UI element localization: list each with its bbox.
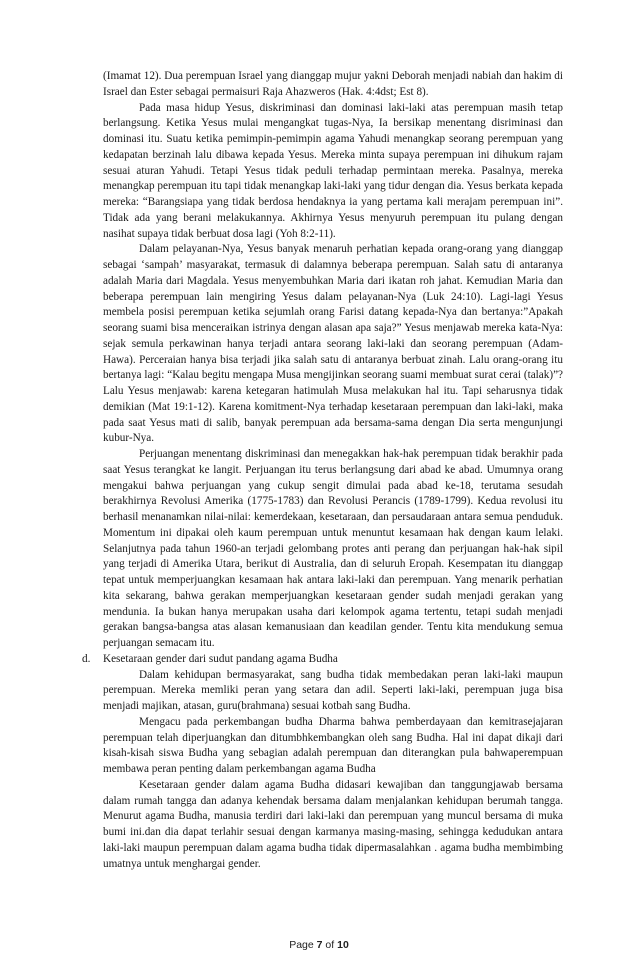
- page-body: [82, 69, 563, 872]
- footer-page-number: 7: [316, 939, 323, 951]
- footer-of-word: of: [325, 939, 335, 951]
- paragraph-pelayanan: Dalam pelayanan-Nya, Yesus banyak menaruh perhatian kepada orang-orang yang dianggap sebagai ‘sampah’ masyarakat, termasuk di dalamnya beberapa perempuan. Salah satu di antaranya adalah Maria dari Magdala. Yesus menyembuhkan Maria dari ikatan roh jahat. Kemudian Maria dan beberapa perempuan lain mengiring Yesus dalam pelayanan-Nya (Luk 24:10). Lagi-lagi Yesus membela posisi perempuan ketika sejumlah orang Farisi datang kepada-Nya dan bertanya:”Apakah seorang suami bisa menceraikan istrinya dengan alasan apa saja?” Yesus menjawab mereka kata-Nya: sejak semula perkawinan hanya terjadi antara seorang laki-laki dan seorang perempuan (Adam-Hawa). Perceraian hanya bisa terjadi jika salah satu di antaranya berbuat zinah. Lalu orang-orang itu bertanya lagi: “Kalau begitu mengapa Musa mengijinkan seorang suami membuat surat cerai (talak)”? Lalu Yesus menjawab: karena ketegaran hatimulah Musa melakukan hal itu. Tapi seharusnya tidak demikian (Mat 19:1-12). Karena komitment-Nya terhadap kesetaraan perempuan dan laki-laki, maka pada saat Yesus mati di salib, banyak perempuan ada bersama-sama dengan Dia serta mengunjungi kubur-Nya.: [103, 243, 563, 445]
- section-d-marker: d.: [82, 652, 91, 665]
- paragraph-perjuangan: Perjuangan menentang diskriminasi dan menegakkan hak-hak perempuan tidak berakhir pada saat Yesus terangkat ke langit. Perjuangan itu terus berlangsung dari abad ke abad. Umumnya orang mengakui bahwa perjuangan yang cukup sengit dimulai pada abad ke-18, terutama sesudah berakhirnya Revolusi Amerika (1775-1783) dan Revolusi Perancis (1789-1799). Kedua revolusi itu berhasil menanamkan nilai-nilai: kemerdekaan, kesetaraan, dan persaudaraan antara semua penduduk. Momentum ini dipakai oleh kaum perempuan untuk menuntut kesamaan hak dengan kaum lelaki. Selanjutnya pada tahun 1960-an terjadi gelombang protes anti perang dan perjuangan hak-hak sipil yang terjadi di Amerika Utara, berikut di Australia, dan di seluruh Eropah. Kesempatan itu dianggap tepat untuk memperjuangkan kesamaan hak antara laki-laki dan perempuan. Yang menarik perhatian kita sekarang, bahwa gerakan memperjuangkan kesetaraan gender sudah menjadi gerakan yang mendunia. Ia bukan hanya merupakan usaha dari kelompok agama tertentu, tetapi sudah menjadi gerakan bangsa-bangsa atas alasan kemanusiaan dan keadilan gender. Tentu kita mendukung semua perjuangan semacam itu.: [103, 448, 563, 649]
- paragraph-yesus-diskriminasi: Pada masa hidup Yesus, diskriminasi dan dominasi laki-laki atas perempuan masih tetap berlangsung. Ketika Yesus mulai mengangkat tugas-Nya, Ia bersikap menentang disriminasi dan dominasi itu. Suatu ketika pemimpin-pemimpin agama Yahudi menangkap seorang perempuan yang kedapatan berzinah lalu dibawa kepada Yesus. Mereka minta supaya perempuan ini dihukum rajam sesuai aturan Yahudi. Tetapi Yesus tidak peduli terhadap permintaan mereka. Pasalnya, mereka menangkap perempuan itu tapi tidak menangkap laki-laki yang tidur dengan dia. Yesus berkata kepada mereka: “Barangsiapa yang tidak berdosa hendaknya ia yang pertama kali merajam perempuan ini”. Tidak ada yang berani melakukannya. Akhirnya Yesus menyuruh perempuan itu pulang dengan nasihat supaya tidak berbuat dosa lagi (Yoh 8:2-11).: [103, 101, 563, 240]
- paragraph-budha-2: Mengacu pada perkembangan budha Dharma bahwa pemberdayaan dan kemitrasejajaran perempuan telah diperjuangkan dan ditumbhkembangkan oleh sang Budha. Hal ini dapat dikaji dari kisah-kisah siswa Budha yang sebagian adalah perempuan dan diterangkan pula bahwaperempuan membawa peran penting dalam perkembangan agama Budha: [103, 715, 563, 775]
- section-d-heading: [82, 652, 563, 668]
- paragraph-continuation: (Imamat 12). Dua perempuan Israel yang dianggap mujur yakni Deborah menjadi nabiah dan hakim di Israel dan Ester sebagai permaisuri Raja Ahazweros (Hak. 4:4dst; Est 8).: [103, 70, 563, 98]
- footer-page-word: Page: [289, 939, 314, 951]
- footer-total-pages: 10: [337, 939, 349, 951]
- section-d-title: Kesetaraan gender dari sudut pandang agama Budha: [103, 652, 338, 665]
- page-footer: [0, 939, 638, 951]
- paragraph-budha-3: Kesetaraan gender dalam agama Budha didasari kewajiban dan tanggungjawab bersama dalam rumah tangga dan adanya kehendak bersama dalam menjalankan kehidupan berumah tangga. Menurut agama Budha, manusia terdiri dari laki-laki dan perempuan yang muncul bersama di muka bumi ini.dan dia dapat terlahir sesuai dengan karmanya masing-masing, sehingga kedudukan antara laki-laki maupun perempuan dalam agama budha tidak dipermasalahkan . agama budha membimbing umatnya untuk menghargai gender.: [103, 778, 563, 870]
- paragraph-budha-1: Dalam kehidupan bermasyarakat, sang budha tidak membedakan peran laki-laki maupun perempuan. Mereka memliki peran yang setara dan adil. Seperti laki-laki, perempuan juga bisa menjadi majikan, atasan, guru(brahmana) sesuai kotbah sang Budha.: [103, 668, 563, 712]
